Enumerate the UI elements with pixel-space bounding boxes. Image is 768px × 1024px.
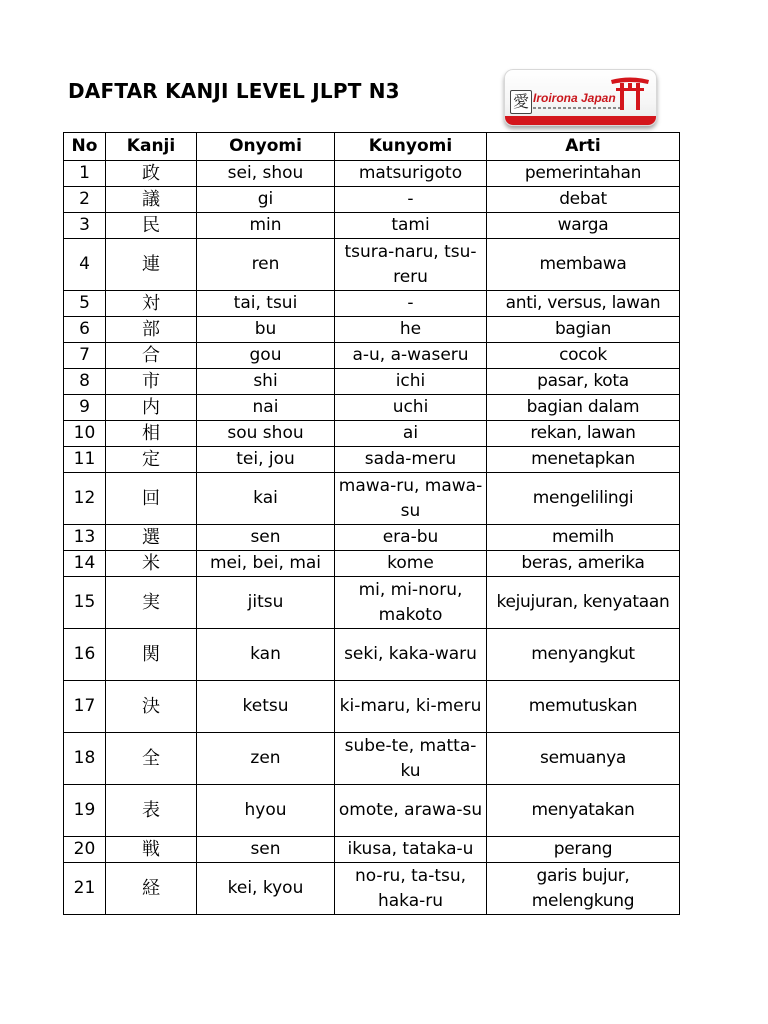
table-row: [64, 421, 680, 447]
cell-kanji: 部: [106, 317, 197, 343]
cell-kanji: 表: [106, 785, 197, 837]
cell-kanji: 米: [106, 551, 197, 577]
cell-onyomi: kai: [197, 473, 335, 525]
table-row: [64, 395, 680, 421]
header-onyomi: Onyomi: [197, 133, 335, 161]
cell-arti: cocok: [487, 343, 680, 369]
logo-brand-name: Iroirona Japan: [533, 91, 616, 105]
cell-arti: garis bujur, melengkung: [487, 863, 680, 915]
cell-kanji: 内: [106, 395, 197, 421]
cell-kunyomi: mi, mi-noru, makoto: [335, 577, 487, 629]
cell-onyomi: sei, shou: [197, 161, 335, 187]
table-row: [64, 343, 680, 369]
cell-kunyomi: seki, kaka-waru: [335, 629, 487, 681]
cell-kanji: 戦: [106, 837, 197, 863]
cell-arti: rekan, lawan: [487, 421, 680, 447]
cell-arti: mengelilingi: [487, 473, 680, 525]
cell-onyomi: sou shou: [197, 421, 335, 447]
cell-kunyomi: ki-maru, ki-meru: [335, 681, 487, 733]
table-row: [64, 629, 680, 681]
cell-kunyomi: -: [335, 291, 487, 317]
cell-no: 20: [64, 837, 106, 863]
torii-gate-icon: [610, 76, 650, 110]
cell-kanji: 決: [106, 681, 197, 733]
cell-arti: bagian dalam: [487, 395, 680, 421]
cell-no: 16: [64, 629, 106, 681]
header-kunyomi: Kunyomi: [335, 133, 487, 161]
table-row: [64, 473, 680, 525]
cell-onyomi: kan: [197, 629, 335, 681]
cell-kunyomi: omote, arawa-su: [335, 785, 487, 837]
table-row: [64, 291, 680, 317]
cell-kanji: 市: [106, 369, 197, 395]
cell-no: 3: [64, 213, 106, 239]
cell-onyomi: hyou: [197, 785, 335, 837]
header-arti: Arti: [487, 133, 680, 161]
header-kanji: Kanji: [106, 133, 197, 161]
cell-kanji: 回: [106, 473, 197, 525]
cell-arti: perang: [487, 837, 680, 863]
cell-kunyomi: kome: [335, 551, 487, 577]
cell-arti: warga: [487, 213, 680, 239]
cell-arti: debat: [487, 187, 680, 213]
cell-no: 6: [64, 317, 106, 343]
cell-onyomi: nai: [197, 395, 335, 421]
cell-no: 12: [64, 473, 106, 525]
cell-arti: memilh: [487, 525, 680, 551]
cell-no: 19: [64, 785, 106, 837]
cell-kunyomi: sada-meru: [335, 447, 487, 473]
cell-arti: menyatakan: [487, 785, 680, 837]
cell-onyomi: kei, kyou: [197, 863, 335, 915]
cell-kunyomi: ichi: [335, 369, 487, 395]
cell-onyomi: gou: [197, 343, 335, 369]
table-row: [64, 551, 680, 577]
cell-kunyomi: mawa-ru, mawa-su: [335, 473, 487, 525]
cell-kanji: 相: [106, 421, 197, 447]
cell-kunyomi: matsurigoto: [335, 161, 487, 187]
header-no: No: [64, 133, 106, 161]
cell-no: 21: [64, 863, 106, 915]
cell-kanji: 選: [106, 525, 197, 551]
cell-kanji: 議: [106, 187, 197, 213]
cell-kunyomi: era-bu: [335, 525, 487, 551]
cell-kunyomi: a-u, a-waseru: [335, 343, 487, 369]
cell-no: 4: [64, 239, 106, 291]
table-row: [64, 863, 680, 915]
cell-arti: beras, amerika: [487, 551, 680, 577]
cell-arti: bagian: [487, 317, 680, 343]
cell-arti: semuanya: [487, 733, 680, 785]
cell-kanji: 合: [106, 343, 197, 369]
cell-onyomi: tai, tsui: [197, 291, 335, 317]
cell-arti: pasar, kota: [487, 369, 680, 395]
table-row: [64, 681, 680, 733]
table-row: [64, 733, 680, 785]
cell-kunyomi: sube-te, matta-ku: [335, 733, 487, 785]
cell-no: 13: [64, 525, 106, 551]
cell-kanji: 実: [106, 577, 197, 629]
cell-kunyomi: ai: [335, 421, 487, 447]
table-row: [64, 317, 680, 343]
cell-onyomi: jitsu: [197, 577, 335, 629]
cell-kunyomi: tami: [335, 213, 487, 239]
cell-no: 10: [64, 421, 106, 447]
table-row: [64, 187, 680, 213]
cell-onyomi: ketsu: [197, 681, 335, 733]
cell-onyomi: bu: [197, 317, 335, 343]
cell-onyomi: zen: [197, 733, 335, 785]
cell-no: 11: [64, 447, 106, 473]
table-row: [64, 577, 680, 629]
table-row: [64, 837, 680, 863]
cell-kunyomi: tsura-naru, tsu-reru: [335, 239, 487, 291]
cell-arti: kejujuran, kenyataan: [487, 577, 680, 629]
logo-red-bar: [505, 116, 656, 125]
logo-kanji-mark: 愛: [510, 90, 532, 114]
cell-onyomi: sen: [197, 525, 335, 551]
cell-no: 14: [64, 551, 106, 577]
table-header-row: [64, 133, 680, 161]
cell-kanji: 連: [106, 239, 197, 291]
cell-kunyomi: uchi: [335, 395, 487, 421]
cell-arti: membawa: [487, 239, 680, 291]
cell-arti: menetapkan: [487, 447, 680, 473]
cell-arti: anti, versus, lawan: [487, 291, 680, 317]
cell-kanji: 関: [106, 629, 197, 681]
cell-no: 9: [64, 395, 106, 421]
page-title: DAFTAR KANJI LEVEL JLPT N3: [68, 79, 400, 103]
cell-kanji: 定: [106, 447, 197, 473]
cell-kanji: 全: [106, 733, 197, 785]
table-row: [64, 213, 680, 239]
cell-kanji: 対: [106, 291, 197, 317]
cell-no: 17: [64, 681, 106, 733]
cell-onyomi: min: [197, 213, 335, 239]
table-row: [64, 447, 680, 473]
table-row: [64, 369, 680, 395]
cell-kunyomi: -: [335, 187, 487, 213]
table-row: [64, 525, 680, 551]
cell-no: 1: [64, 161, 106, 187]
table-row: [64, 161, 680, 187]
cell-onyomi: ren: [197, 239, 335, 291]
cell-kunyomi: he: [335, 317, 487, 343]
kanji-table: [63, 132, 680, 915]
cell-no: 8: [64, 369, 106, 395]
cell-onyomi: tei, jou: [197, 447, 335, 473]
table-body: [64, 161, 680, 915]
cell-onyomi: gi: [197, 187, 335, 213]
cell-onyomi: shi: [197, 369, 335, 395]
cell-kanji: 経: [106, 863, 197, 915]
cell-arti: menyangkut: [487, 629, 680, 681]
cell-no: 5: [64, 291, 106, 317]
cell-no: 2: [64, 187, 106, 213]
table-row: [64, 785, 680, 837]
cell-kanji: 政: [106, 161, 197, 187]
cell-no: 18: [64, 733, 106, 785]
cell-arti: memutuskan: [487, 681, 680, 733]
cell-kanji: 民: [106, 213, 197, 239]
cell-kunyomi: no-ru, ta-tsu, haka-ru: [335, 863, 487, 915]
iroirona-japan-logo: [504, 69, 657, 126]
table-row: [64, 239, 680, 291]
cell-no: 15: [64, 577, 106, 629]
cell-kunyomi: ikusa, tataka-u: [335, 837, 487, 863]
cell-onyomi: sen: [197, 837, 335, 863]
cell-no: 7: [64, 343, 106, 369]
cell-arti: pemerintahan: [487, 161, 680, 187]
cell-onyomi: mei, bei, mai: [197, 551, 335, 577]
